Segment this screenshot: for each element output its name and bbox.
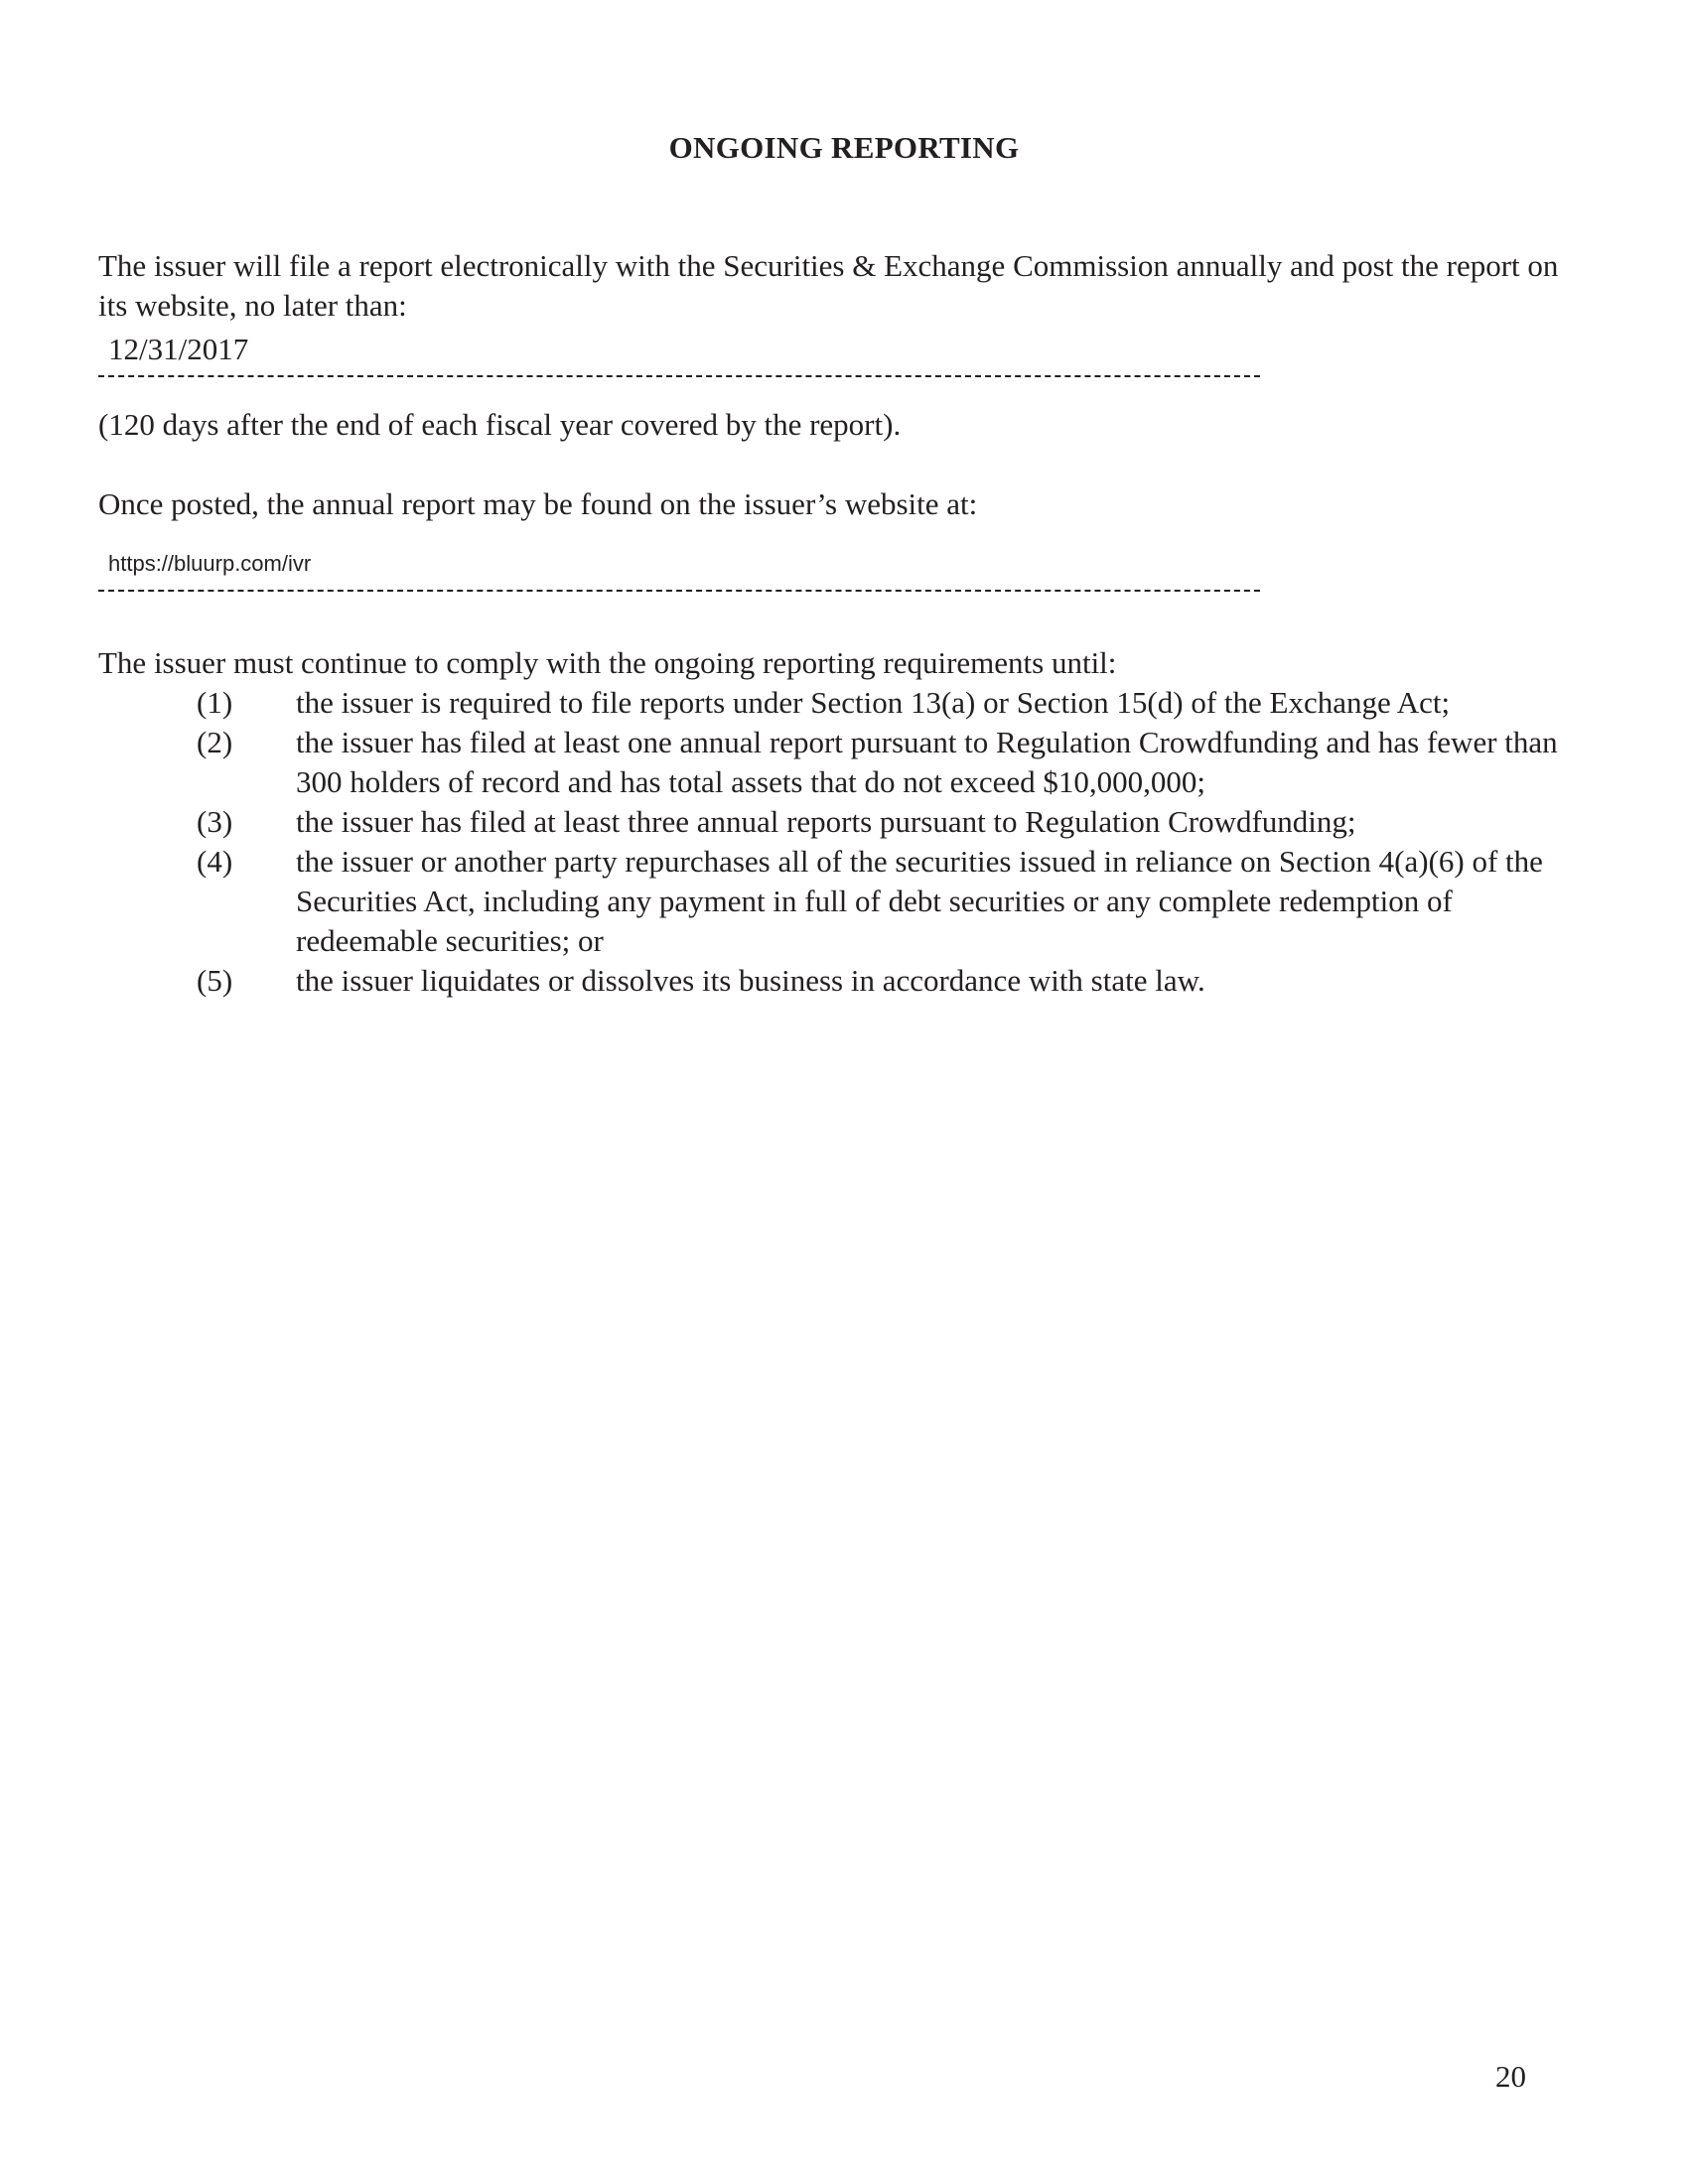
list-item-number: (2) (197, 725, 233, 759)
list-item-text: the issuer liquidates or dissolves its business in accordance with state law. (296, 963, 1205, 998)
list-item-number: (4) (197, 844, 233, 879)
list-item (0, 683, 1688, 723)
compliance-intro: The issuer must continue to comply with the ongoing reporting requirements until: (98, 645, 1117, 680)
conditions-list (0, 683, 1688, 1001)
website-field (98, 546, 1260, 592)
list-item (0, 842, 1688, 961)
deadline-date: 12/31/2017 (108, 332, 249, 366)
list-item (0, 723, 1688, 802)
list-item-text: the issuer has filed at least three annual reports pursuant to Regulation Crowdfunding; (296, 804, 1356, 839)
page-title: ONGOING REPORTING (668, 130, 1020, 165)
website-intro: Once posted, the annual report may be found on the issuer’s website at: (98, 486, 978, 521)
deadline-underline (98, 375, 1260, 377)
list-item-number: (3) (197, 804, 233, 839)
deadline-field (98, 332, 1260, 377)
intro-paragraph: The issuer will file a report electronically with the Securities & Exchange Commission annually and post the report on its website, no later than: (98, 248, 1559, 323)
list-item-number: (5) (197, 963, 233, 998)
list-item (0, 802, 1688, 842)
page-number: 20 (1495, 2059, 1526, 2094)
website-underline (98, 590, 1260, 592)
list-item-text: the issuer has filed at least one annual report pursuant to Regulation Crowdfunding and has fewer than 300 holders of record and has total assets that do not exceed $10,000,000; (296, 725, 1558, 799)
list-item (0, 961, 1688, 1001)
website-url: https://bluurp.com/ivr (108, 551, 312, 576)
deadline-note: (120 days after the end of each fiscal year covered by the report). (98, 407, 902, 442)
list-item-text: the issuer is required to file reports under Section 13(a) or Section 15(d) of the Exchange Act; (296, 685, 1451, 720)
list-item-text: the issuer or another party repurchases all of the securities issued in reliance on Section 4(a)(6) of the Securities Act, including any payment in full of debt securities or any complete redemption of redeemable securities; or (296, 844, 1543, 958)
list-item-number: (1) (197, 685, 233, 720)
